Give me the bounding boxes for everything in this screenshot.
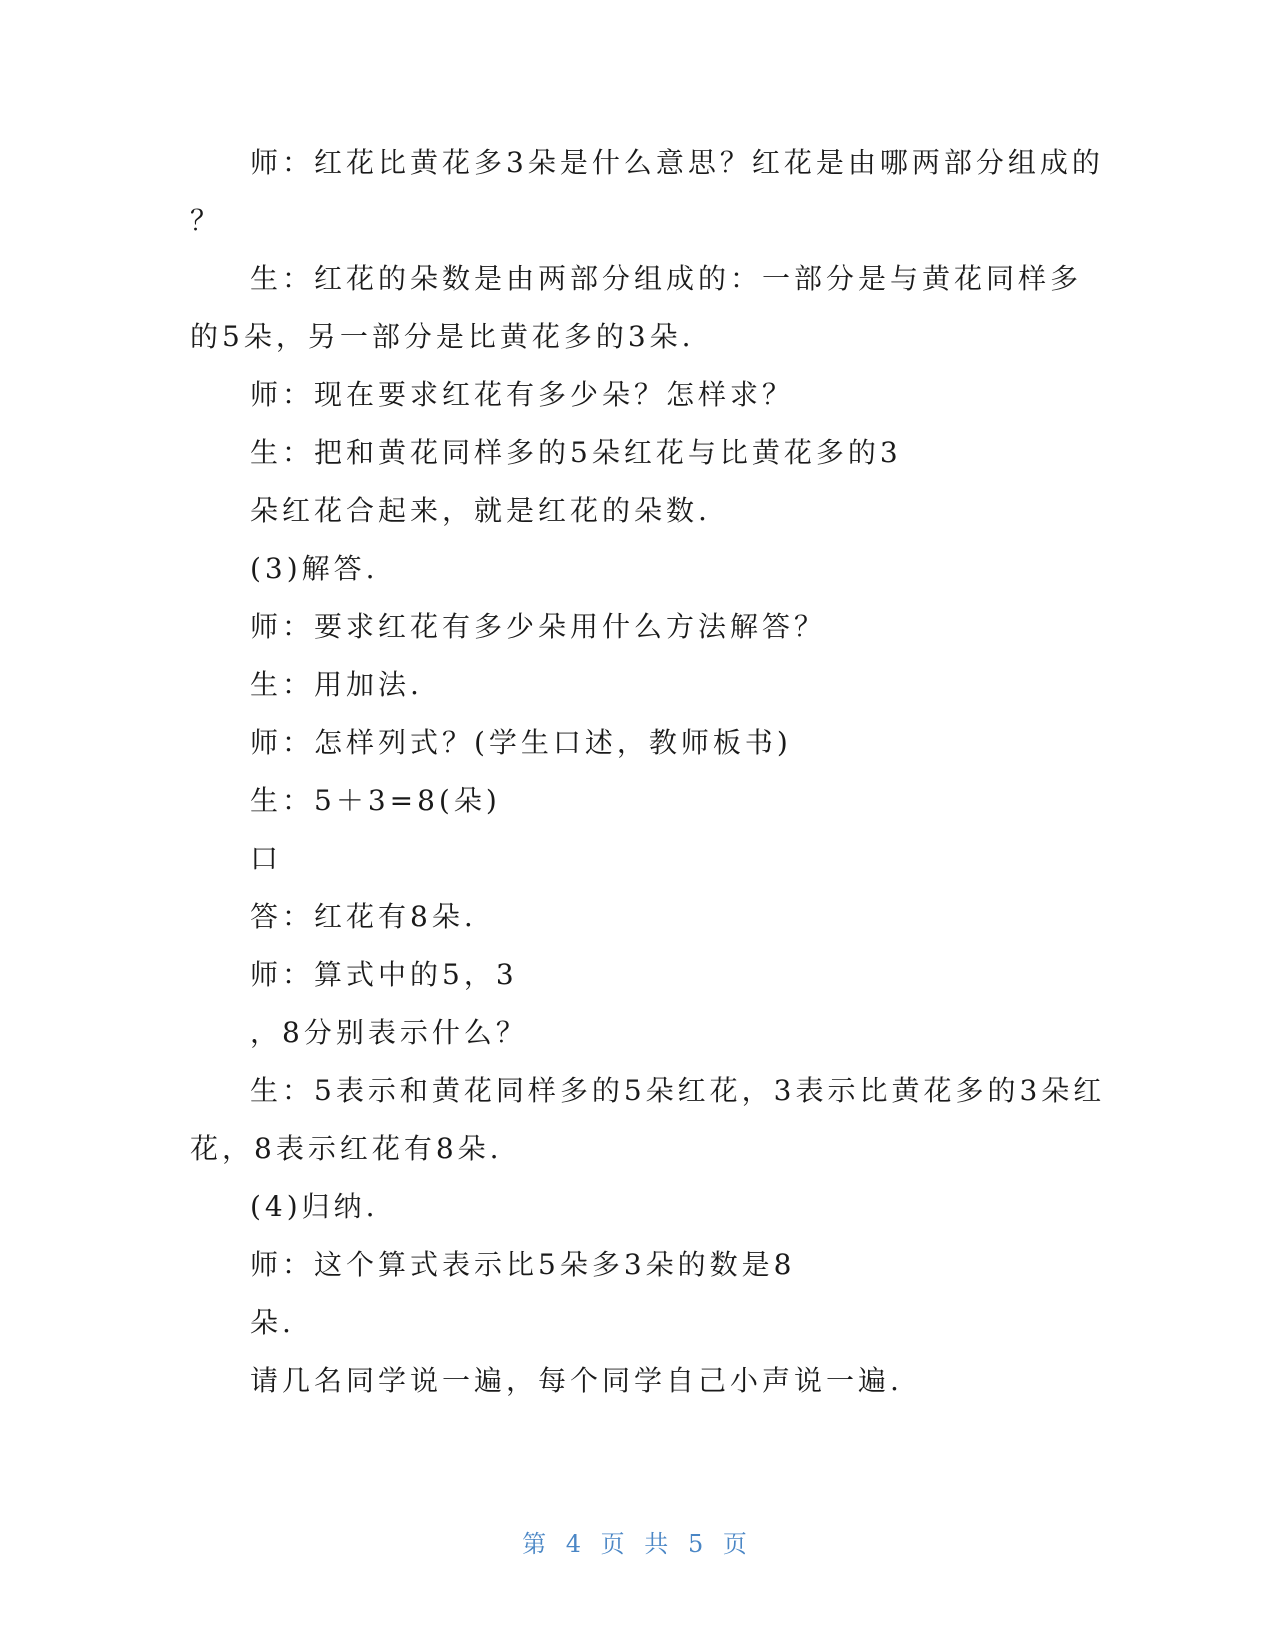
text-line: 花，8表示红花有8朵. xyxy=(190,1132,503,1165)
text-line: 朵红花合起来，就是红花的朵数. xyxy=(250,494,711,527)
text-line: 口 xyxy=(250,842,283,875)
text-line: ，8分别表示什么？ xyxy=(250,1016,528,1049)
text-line: 答：红花有8朵. xyxy=(250,900,477,933)
text-line: 师：红花比黄花多3朵是什么意思？红花是由哪两部分组成的 xyxy=(250,146,1104,179)
text-line: 师：要求红花有多少朵用什么方法解答？ xyxy=(250,610,827,643)
text-line: 生：5表示和黄花同样多的5朵红花，3表示比黄花多的3朵红 xyxy=(250,1074,1106,1107)
text-line: 生：红花的朵数是由两部分组成的：一部分是与黄花同样多 xyxy=(250,262,1083,295)
text-line: ？ xyxy=(190,204,223,237)
text-line: 师：现在要求红花有多少朵？怎样求？ xyxy=(250,378,795,411)
text-line: 师：这个算式表示比5朵多3朵的数是8 xyxy=(250,1248,796,1281)
text-line: 的5朵，另一部分是比黄花多的3朵. xyxy=(190,320,695,353)
text-line: 生：5＋3=8(朵) xyxy=(250,784,501,817)
page-number-footer: 第 4 页 共 5 页 xyxy=(522,1530,753,1558)
text-line: 生：把和黄花同样多的5朵红花与比黄花多的3 xyxy=(250,436,902,469)
text-line: (4)归纳. xyxy=(250,1190,379,1223)
text-line: (3)解答. xyxy=(250,552,379,585)
text-line: 朵. xyxy=(250,1306,295,1339)
text-line: 师：怎样列式？(学生口述，教师板书) xyxy=(250,726,792,759)
text-line: 师：算式中的5，3 xyxy=(250,958,518,991)
text-line: 请几名同学说一遍，每个同学自己小声说一遍. xyxy=(250,1364,903,1397)
text-line: 生：用加法. xyxy=(250,668,423,701)
